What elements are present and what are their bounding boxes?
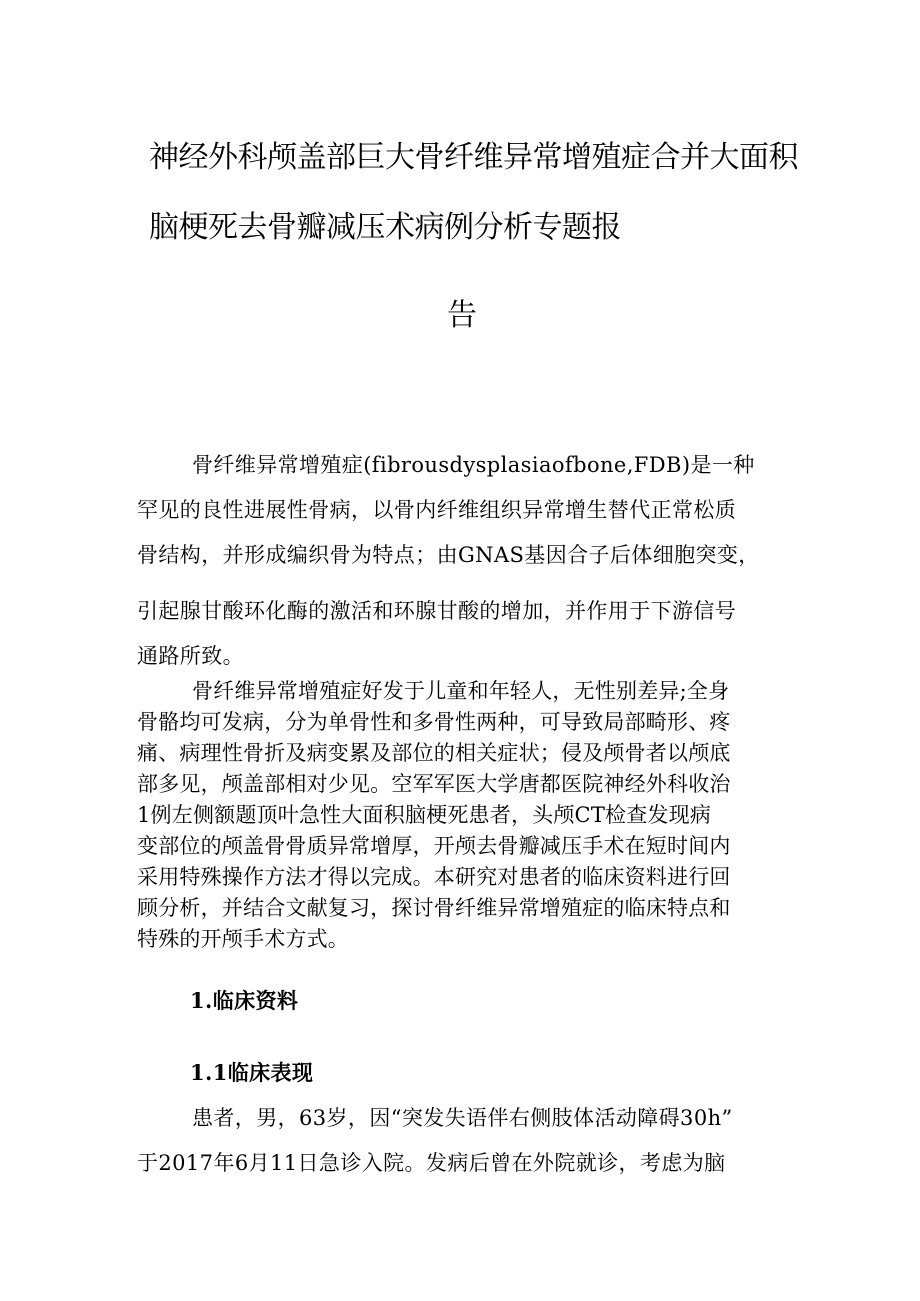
paragraph-line: 骨纤维异常增殖症(fibrousdysplasiaofbone,FDB)是一种 bbox=[192, 453, 755, 477]
paragraph-line: 骨骼均可发病，分为单骨性和多骨性两种，可导致局部畸形、疼 bbox=[137, 710, 731, 734]
paragraph-line: 于2017年6月11日急诊入院。发病后曾在外院就诊，考虑为脑 bbox=[137, 1151, 726, 1175]
paragraph-line: 罕见的良性进展性骨病，以骨内纤维组织异常增生替代正常松质 bbox=[137, 498, 737, 522]
paragraph-line: 采用特殊操作方法才得以完成。本研究对患者的临床资料进行回 bbox=[137, 865, 731, 889]
paragraph-line: 顾分析，并结合文献复习，探讨骨纤维异常增殖症的临床特点和 bbox=[137, 896, 731, 920]
title-line-2: 脑梗死去骨瓣减压术病例分析专题报 bbox=[149, 210, 621, 245]
section-heading-1-1: 1.1临床表现 bbox=[190, 1060, 314, 1085]
paragraph-line: 通路所致。 bbox=[137, 644, 244, 668]
title-line-1: 神经外科颅盖部巨大骨纤维异常增殖症合并大面积 bbox=[149, 140, 798, 175]
paragraph-line: 引起腺甘酸环化酶的激活和环腺甘酸的增加，并作用于下游信号 bbox=[137, 599, 737, 623]
paragraph-line: 骨纤维异常增殖症好发于儿童和年轻人，无性别差异;全身 bbox=[192, 679, 730, 703]
paragraph-line: 特殊的开颅手术方式。 bbox=[137, 927, 349, 951]
paragraph-line: 1例左侧额题顶叶急性大面积脑梗死患者，头颅CT检查发现病 bbox=[137, 803, 712, 827]
section-heading-1: 1.临床资料 bbox=[190, 988, 299, 1013]
paragraph-line: 骨结构，并形成编织骨为特点；由GNAS基因合子后体细胞突变， bbox=[137, 543, 760, 567]
paragraph-line: 痛、病理性骨折及病变累及部位的相关症状；侵及颅骨者以颅底 bbox=[137, 741, 731, 765]
title-line-3: 告 bbox=[447, 298, 477, 333]
paragraph-line: 部多见，颅盖部相对少见。空军军医大学唐都医院神经外科收治 bbox=[137, 772, 731, 796]
paragraph-line: 患者，男，63岁，因“突发失语伴右侧肢体活动障碍30h” bbox=[192, 1106, 733, 1130]
paragraph-line: 变部位的颅盖骨骨质异常增厚，开颅去骨瓣减压手术在短时间内 bbox=[137, 834, 731, 858]
